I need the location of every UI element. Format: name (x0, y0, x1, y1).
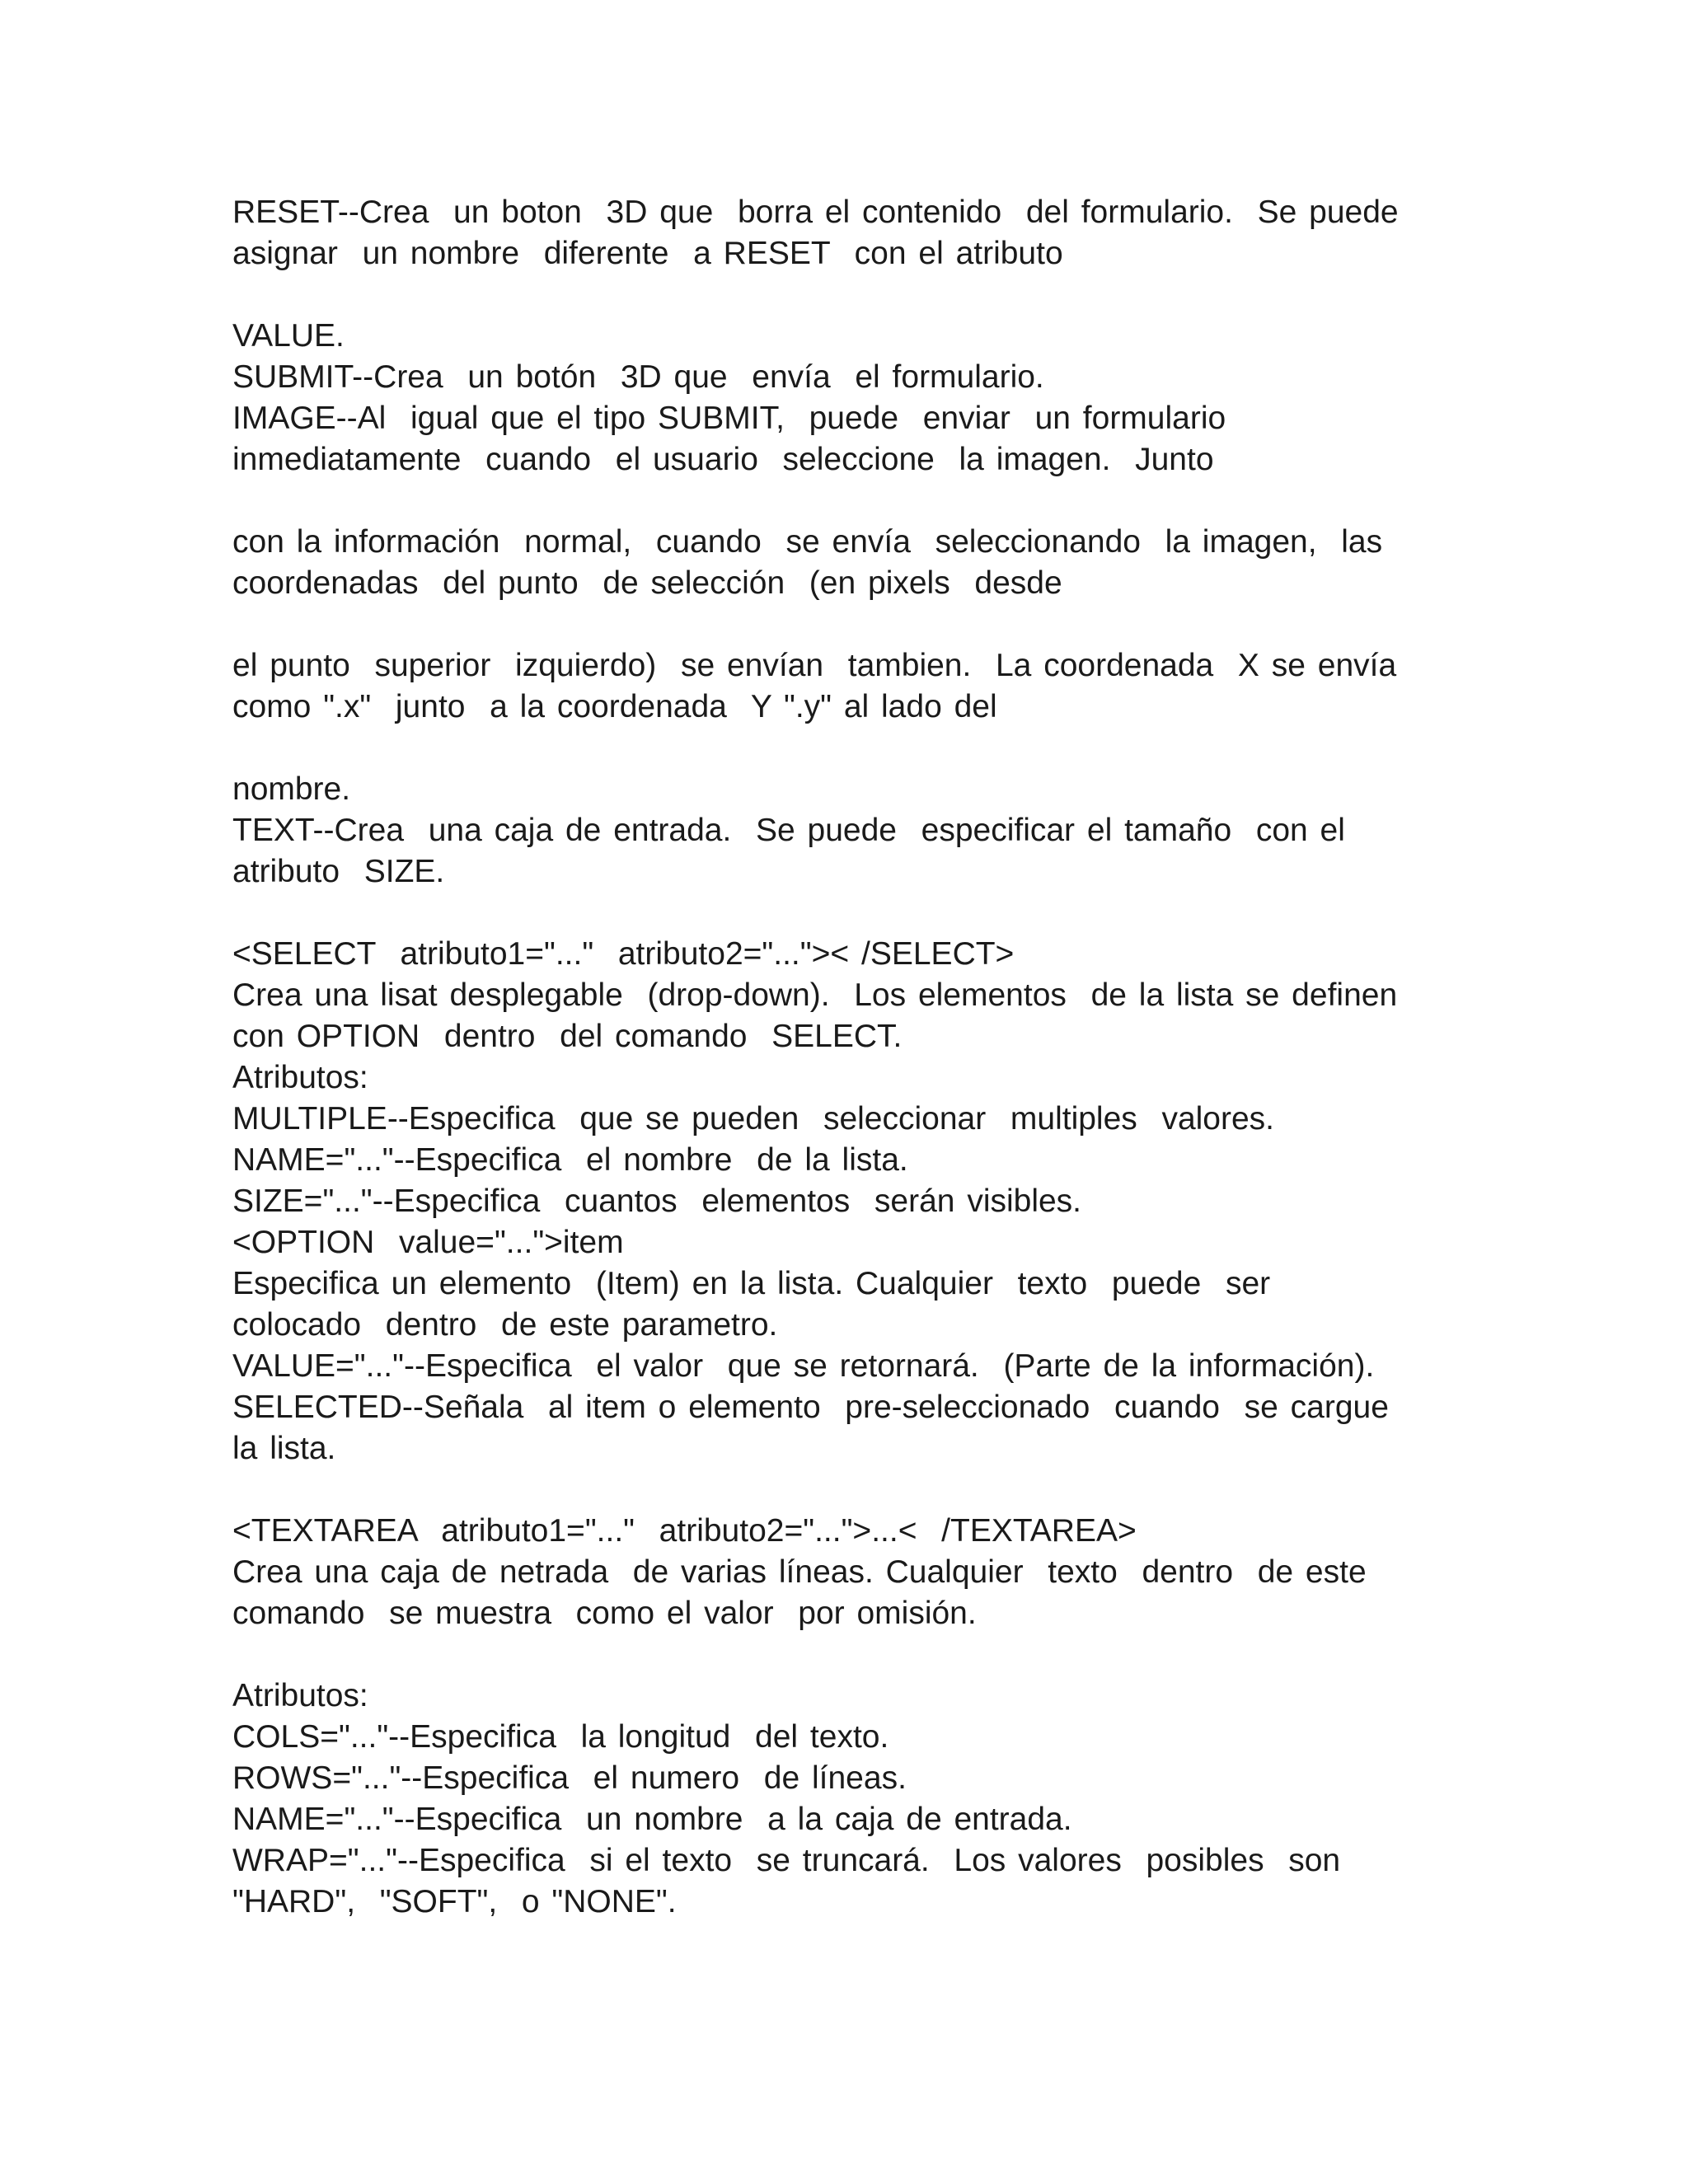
text-line: RESET--Crea un boton 3D que borra el contenido del formulario. Se puede (232, 194, 1399, 230)
text-line: <TEXTAREA atributo1="..." atributo2="...">...< /TEXTAREA> (232, 1513, 1137, 1549)
text-line: MULTIPLE--Especifica que se pueden seleccionar multiples valores. (232, 1101, 1275, 1137)
text-line: COLS="..."--Especifica la longitud del texto. (232, 1719, 889, 1755)
text-line: <OPTION value="...">item (232, 1225, 624, 1260)
text-line: WRAP="..."--Especifica si el texto se truncará. Los valores posibles son (232, 1843, 1341, 1878)
text-line: Crea una caja de netrada de varias líneas. Cualquier texto dentro de este (232, 1554, 1367, 1590)
text-line: inmediatamente cuando el usuario seleccione la imagen. Junto (232, 442, 1214, 477)
text-line: <SELECT atributo1="..." atributo2="...">< /SELECT> (232, 936, 1015, 972)
text-line: Atributos: (232, 1060, 368, 1095)
text-line: atributo SIZE. (232, 854, 445, 889)
text-line: Especifica un elemento (Item) en la lista. Cualquier texto puede ser (232, 1266, 1271, 1301)
text-line: como ".x" junto a la coordenada Y ".y" al lado del (232, 689, 997, 724)
text-line: Crea una lisat desplegable (drop-down). Los elementos de la lista se definen (232, 977, 1398, 1013)
text-line: con OPTION dentro del comando SELECT. (232, 1019, 903, 1054)
blank-line (232, 1469, 1485, 1511)
text-line: con la información normal, cuando se envía seleccionando la imagen, las (232, 524, 1383, 560)
text-line: VALUE. (232, 318, 345, 354)
blank-line (232, 604, 1485, 645)
text-line: colocado dentro de este parametro. (232, 1307, 778, 1343)
blank-line (232, 480, 1485, 522)
text-line: VALUE="..."--Especifica el valor que se retornará. (Parte de la información). (232, 1348, 1375, 1384)
text-line: nombre. (232, 771, 351, 807)
text-line: SUBMIT--Crea un botón 3D que envía el formulario. (232, 359, 1044, 395)
document-body (232, 192, 1485, 1923)
text-line: la lista. (232, 1431, 336, 1466)
text-line: SELECTED--Señala al item o elemento pre-seleccionado cuando se cargue (232, 1390, 1389, 1425)
text-line: NAME="..."--Especifica el nombre de la lista. (232, 1142, 908, 1178)
text-line: asignar un nombre diferente a RESET con el atributo (232, 236, 1063, 271)
text-line: TEXT--Crea una caja de entrada. Se puede especificar el tamaño con el (232, 813, 1345, 848)
text-line: ROWS="..."--Especifica el numero de líneas. (232, 1760, 907, 1796)
blank-line (232, 274, 1485, 316)
text-line: Atributos: (232, 1678, 368, 1713)
text-line: el punto superior izquierdo) se envían tambien. La coordenada X se envía (232, 648, 1397, 683)
text-line: IMAGE--Al igual que el tipo SUBMIT, puede enviar un formulario (232, 401, 1226, 436)
text-line: SIZE="..."--Especifica cuantos elementos serán visibles. (232, 1183, 1082, 1219)
text-line: NAME="..."--Especifica un nombre a la caja de entrada. (232, 1802, 1072, 1837)
text-line: coordenadas del punto de selección (en pixels desde (232, 565, 1062, 601)
text-line: comando se muestra como el valor por omisión. (232, 1596, 977, 1631)
blank-line (232, 1634, 1485, 1675)
blank-line (232, 893, 1485, 934)
text-line: "HARD", "SOFT", o "NONE". (232, 1884, 677, 1919)
blank-line (232, 728, 1485, 769)
